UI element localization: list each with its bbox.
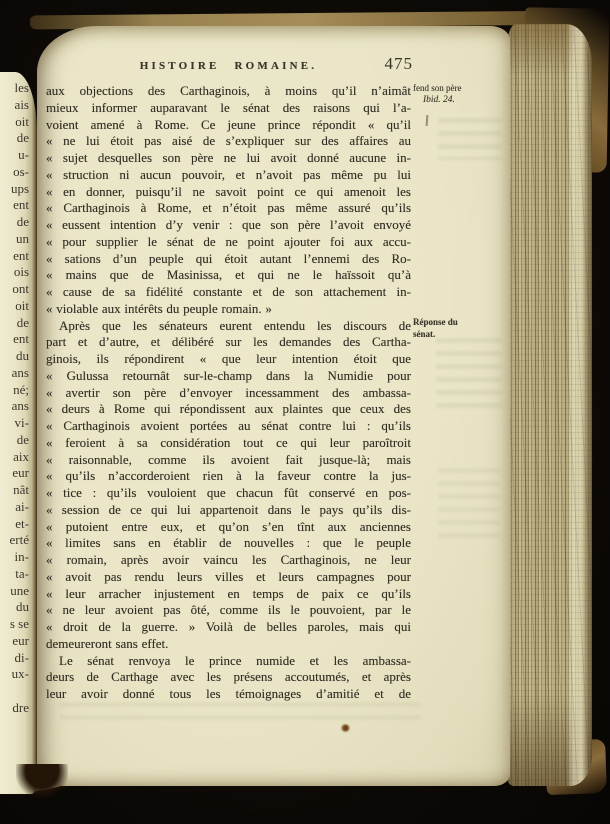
body-line: aux objections des Carthaginois, à moins qu’il n’aimât xyxy=(46,83,411,98)
left-page-fragment: de xyxy=(16,214,29,229)
body-line: « ne leur avoient pas ôté, comme ils le pouvoient, par le xyxy=(46,602,411,618)
left-page-fragment: ans xyxy=(11,398,29,414)
body-line: « raisonnable, comme ils avoient fait jusque-là; mais xyxy=(46,451,411,467)
margin-note-line: sénat. xyxy=(413,328,436,339)
left-page-fragment: ai- xyxy=(15,498,29,514)
bleedthrough-stain xyxy=(438,468,500,540)
body-line: « session de ce qui lui appartenoit dans le pays qu’ils dis- xyxy=(46,501,411,517)
left-page-fragment: oit xyxy=(15,297,29,313)
body-line: voient amené à Rome. Ce jeune prince répondit « qu’il xyxy=(46,116,411,132)
left-page-fragment: les xyxy=(14,80,29,95)
page-number: 475 xyxy=(384,54,413,73)
body-line: « ne lui étoit pas aisé de s’expliquer sur des affaires au xyxy=(46,133,411,149)
bleedthrough-stain xyxy=(438,118,502,160)
body-line: « putoient entre eux, et qu’on s’en tînt aux anciennes xyxy=(46,518,411,534)
body-text xyxy=(46,83,411,703)
body-line: « sujet desquelles son père ne lui avoit donné aucune in- xyxy=(46,150,411,165)
body-line: « limites sans en établir de nouvelles : que le peuple xyxy=(46,535,411,551)
body-line: « qu’ils n’accorderoient rien à la faveur contre la jus- xyxy=(46,468,411,484)
bleedthrough-stain xyxy=(436,338,502,410)
left-page-fragments xyxy=(10,80,29,717)
body-line: « struction ni aucun pouvoir, et n’avoit pas même pu lui xyxy=(46,166,411,182)
body-line: « en donner, puisqu’il ne savoit point ce qui amenoit les xyxy=(46,183,411,199)
body-line: « pour supplier le sénat de ne point ajouter foi aux accu- xyxy=(46,233,411,249)
gutter-shadow xyxy=(16,764,68,798)
body-line: « tice : qu’ils vouloient que chacun fût conservé en pos- xyxy=(46,485,411,500)
body-line: deurs de Carthage avec les présens accoutumés, et après xyxy=(46,669,411,685)
left-page-fragment: ent xyxy=(13,331,29,347)
body-line: « Carthaginois à Rome, et n’étoit pas même assuré qu’ils xyxy=(46,200,411,216)
body-line: « deurs à Rome qui répondissent aux plaintes que ceux des xyxy=(46,401,411,417)
left-page-fragment: dre xyxy=(12,699,29,715)
body-line: « eussent intention d’y venir : que son père l’avoit envoyé xyxy=(46,217,411,232)
body-line: « Carthaginois avoient portées au sénat contre lui : qu’ils xyxy=(46,418,411,433)
body-line: mieux informer auparavant le sénat des raisons qui l’a- xyxy=(46,99,411,115)
body-line: « sations d’un peuple qui étoit autant l’ennemi des Ro- xyxy=(46,250,411,266)
left-page-fragment: oit xyxy=(15,113,29,129)
body-line: « Gulussa retournât sur-le-champ dans la Numidie pour xyxy=(46,367,411,383)
body-line: Après que les sénateurs eurent entendu les discours de xyxy=(59,317,411,333)
left-page-fragment: ois xyxy=(13,264,29,280)
ink-mark xyxy=(426,115,429,126)
body-line: « mains que de Masinissa, et qui ne le haïssoit qu’à xyxy=(46,267,411,283)
left-page-fragment: ont xyxy=(12,281,29,296)
left-page-fragment: né; xyxy=(13,381,29,397)
body-line: « avoit pas rendu leurs villes et leurs campagnes pour xyxy=(46,568,411,584)
body-line: « violable aux intérêts du peuple romain. » xyxy=(46,300,272,316)
left-page-fragment: ux- xyxy=(11,666,29,682)
left-page-fragment: aix xyxy=(13,448,29,464)
left-page-fragment: eur xyxy=(12,632,29,648)
left-page-fragment: ups xyxy=(10,180,29,196)
left-page-fragment: de xyxy=(16,431,29,447)
left-page-fragment: et- xyxy=(15,515,29,531)
left-page-fragment: ta- xyxy=(15,565,29,581)
left-page-fragment: ent xyxy=(13,197,29,213)
margin-note-ibid xyxy=(413,83,508,106)
left-page-fragment: du xyxy=(16,599,29,615)
left-page-fragment: u- xyxy=(18,147,29,162)
left-page-fragment: vi- xyxy=(14,415,29,430)
left-page-fragment: s se xyxy=(9,616,29,631)
margin-note-citation: Ibid. 24. xyxy=(423,94,455,105)
left-page-fragment: di- xyxy=(14,649,29,665)
left-page-fragment: erté xyxy=(9,532,29,548)
body-line: « avertir son père d’envoyer incessamment des ambassa- xyxy=(46,384,411,400)
body-line: « romain, après avoir vaincu les Carthaginois, ne leur xyxy=(46,552,411,567)
left-page-fragment: du xyxy=(16,348,29,363)
left-page-fragment: nât xyxy=(13,482,29,497)
margin-note-line: fend son père xyxy=(413,83,462,93)
body-line: « droit de la guerre. » Voilà de belles paroles, mais qui xyxy=(46,619,411,634)
left-page-fragment: une xyxy=(10,582,29,598)
left-page-fragment: de xyxy=(16,314,29,330)
left-page-fragment: ais xyxy=(14,96,29,112)
left-page-fragment: os- xyxy=(13,163,29,179)
margin-note-reponse xyxy=(413,317,483,340)
margin-note-line: Réponse du xyxy=(413,317,458,327)
bleedthrough-stain xyxy=(60,702,420,720)
left-page-fragment: ent xyxy=(13,247,29,263)
left-page-fragment: in- xyxy=(14,549,29,564)
facing-page-edge xyxy=(0,72,37,794)
left-page-fragment xyxy=(10,683,29,700)
page-header xyxy=(46,54,413,78)
body-line: leur avoir donné tous les témoignages d’amitié et de xyxy=(46,686,411,701)
left-page-fragment: de xyxy=(16,130,29,146)
running-title: HISTOIRE ROMAINE. xyxy=(139,60,318,72)
book-page xyxy=(37,26,510,786)
left-page-fragment: ans xyxy=(11,364,29,380)
left-page-fragment: un xyxy=(16,230,29,246)
body-line: ginois, ils répondirent « que leur intention étoit que xyxy=(46,351,411,366)
body-line: part et d’autre, et délibéré sur les demandes des Cartha- xyxy=(46,334,411,350)
body-line: Le sénat renvoya le prince numide et les ambassa- xyxy=(59,652,411,668)
body-line: « leur arracher injustement en temps de paix ce qu’ils xyxy=(46,585,411,601)
fore-edge-page-stack xyxy=(506,24,592,786)
left-page-fragment: eur xyxy=(12,465,29,481)
foxing-spot xyxy=(341,724,350,732)
body-line: « cause de sa fidélité constante et de son attachement in- xyxy=(46,284,411,299)
body-line: « feroient à sa considération tout ce qui leur paroîtroit xyxy=(46,434,411,450)
body-line: demeureront sans effet. xyxy=(46,635,169,651)
